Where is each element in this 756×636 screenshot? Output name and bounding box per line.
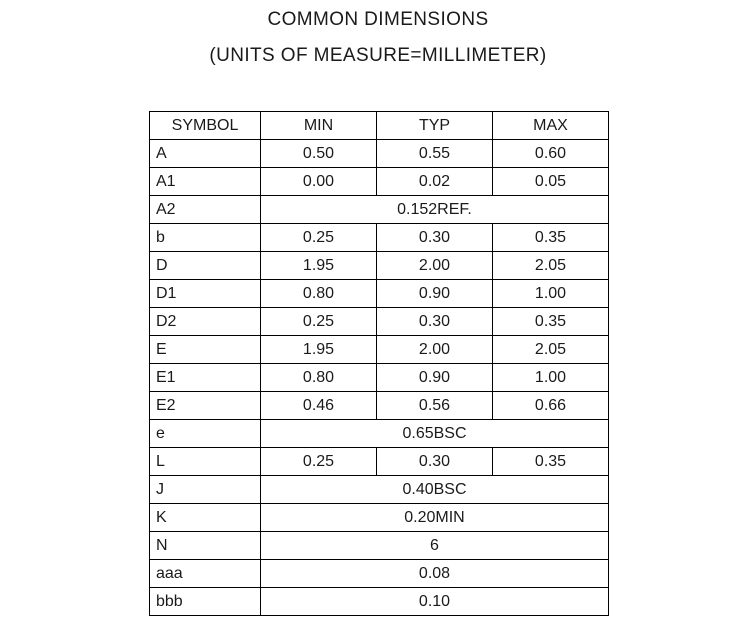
- dimensions-table: [149, 111, 609, 616]
- table-row: [150, 560, 609, 588]
- cell-min: 0.25: [261, 448, 377, 476]
- cell-min: 0.00: [261, 168, 377, 196]
- cell-max: 2.05: [493, 252, 609, 280]
- cell-max: 0.66: [493, 392, 609, 420]
- cell-typ: 2.00: [377, 252, 493, 280]
- table-row: [150, 588, 609, 616]
- dimensions-table-container: [149, 111, 608, 616]
- cell-typ: 0.30: [377, 448, 493, 476]
- cell-span-value: 0.65BSC: [261, 420, 609, 448]
- table-row: [150, 476, 609, 504]
- cell-span-value: 0.152REF.: [261, 196, 609, 224]
- cell-min: 0.80: [261, 364, 377, 392]
- cell-symbol: bbb: [150, 588, 261, 616]
- cell-max: 0.05: [493, 168, 609, 196]
- cell-typ: 0.30: [377, 308, 493, 336]
- table-row: [150, 196, 609, 224]
- cell-symbol: L: [150, 448, 261, 476]
- cell-symbol: A: [150, 140, 261, 168]
- cell-typ: 2.00: [377, 336, 493, 364]
- cell-min: 0.80: [261, 280, 377, 308]
- cell-typ: 0.55: [377, 140, 493, 168]
- cell-symbol: D: [150, 252, 261, 280]
- cell-min: 0.46: [261, 392, 377, 420]
- table-row: [150, 392, 609, 420]
- table-row: [150, 448, 609, 476]
- table-header: [150, 112, 609, 140]
- cell-symbol: b: [150, 224, 261, 252]
- cell-span-value: 0.40BSC: [261, 476, 609, 504]
- cell-max: 1.00: [493, 364, 609, 392]
- cell-typ: 0.02: [377, 168, 493, 196]
- cell-max: 2.05: [493, 336, 609, 364]
- cell-symbol: D1: [150, 280, 261, 308]
- cell-symbol: N: [150, 532, 261, 560]
- cell-span-value: 0.20MIN: [261, 504, 609, 532]
- cell-symbol: E: [150, 336, 261, 364]
- cell-min: 0.25: [261, 224, 377, 252]
- cell-max: 0.35: [493, 448, 609, 476]
- cell-symbol: E1: [150, 364, 261, 392]
- table-row: [150, 280, 609, 308]
- table-header-row: [150, 112, 609, 140]
- table-row: [150, 252, 609, 280]
- table-row: [150, 336, 609, 364]
- cell-symbol: e: [150, 420, 261, 448]
- cell-max: 0.35: [493, 308, 609, 336]
- cell-max: 1.00: [493, 280, 609, 308]
- table-row: [150, 532, 609, 560]
- cell-min: 0.50: [261, 140, 377, 168]
- table-row: [150, 308, 609, 336]
- page-subtitle: (UNITS OF MEASURE=MILLIMETER): [209, 45, 547, 66]
- table-row: [150, 420, 609, 448]
- cell-symbol: aaa: [150, 560, 261, 588]
- table-body: [150, 140, 609, 616]
- column-header-max: MAX: [493, 112, 609, 140]
- cell-symbol: K: [150, 504, 261, 532]
- cell-span-value: 6: [261, 532, 609, 560]
- title-block: [0, 0, 756, 68]
- table-row: [150, 504, 609, 532]
- cell-symbol: A2: [150, 196, 261, 224]
- cell-max: 0.60: [493, 140, 609, 168]
- cell-symbol: A1: [150, 168, 261, 196]
- cell-min: 1.95: [261, 252, 377, 280]
- table-row: [150, 140, 609, 168]
- cell-typ: 0.30: [377, 224, 493, 252]
- cell-typ: 0.90: [377, 280, 493, 308]
- column-header-min: MIN: [261, 112, 377, 140]
- cell-min: 0.25: [261, 308, 377, 336]
- cell-span-value: 0.10: [261, 588, 609, 616]
- column-header-typ: TYP: [377, 112, 493, 140]
- table-row: [150, 168, 609, 196]
- cell-max: 0.35: [493, 224, 609, 252]
- cell-symbol: D2: [150, 308, 261, 336]
- column-header-symbol: SYMBOL: [150, 112, 261, 140]
- table-row: [150, 364, 609, 392]
- table-row: [150, 224, 609, 252]
- cell-symbol: E2: [150, 392, 261, 420]
- cell-symbol: J: [150, 476, 261, 504]
- cell-min: 1.95: [261, 336, 377, 364]
- page-title: COMMON DIMENSIONS: [267, 9, 489, 30]
- cell-span-value: 0.08: [261, 560, 609, 588]
- cell-typ: 0.90: [377, 364, 493, 392]
- cell-typ: 0.56: [377, 392, 493, 420]
